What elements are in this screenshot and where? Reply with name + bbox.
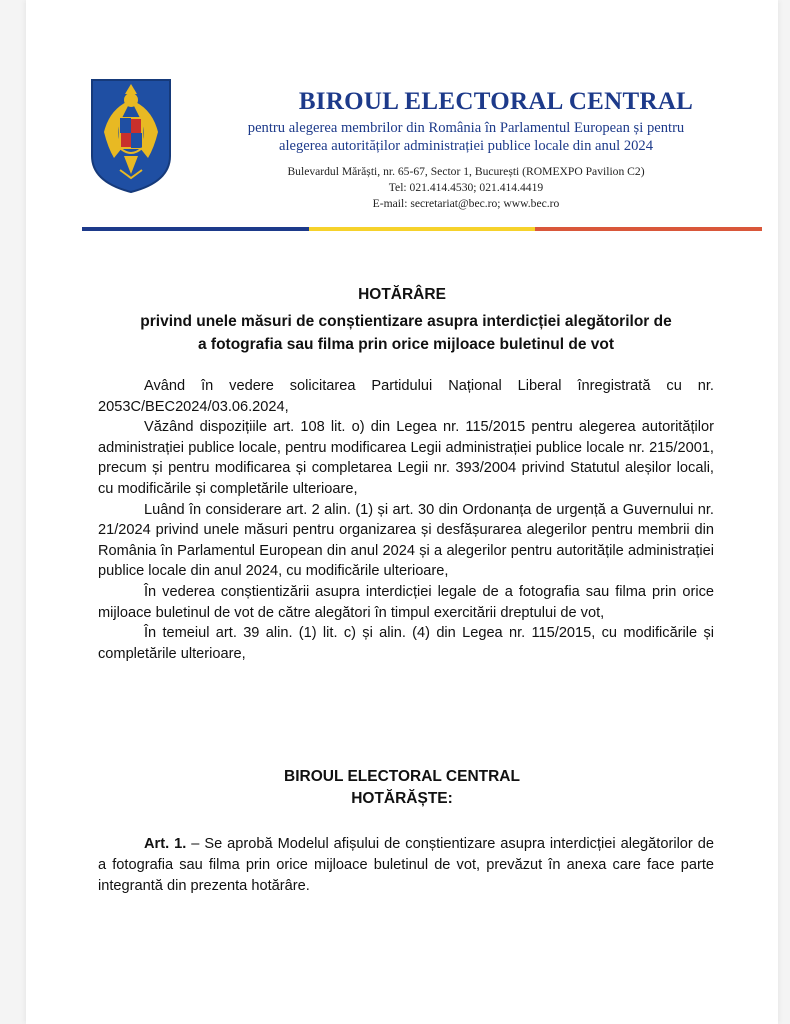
preamble-paragraph: Luând în considerare art. 2 alin. (1) și art. 30 din Ordonanța de urgență a Guvernului nr. 21/2024 privind unele măsuri pentru organizarea și desfășurarea alegerilor pentru membrii din România în Parlamentul European din anul 2024 și a alegerilor pentru autoritățile administrației publice locale din anul 2024, cu modificările ulterioare, (98, 501, 714, 580)
document-type: HOTĂRÂRE (358, 286, 446, 303)
subject-line-2: a fotografia sau filma prin orice mijloace buletinul de vot (198, 336, 614, 353)
contact-block (176, 164, 756, 212)
email-text: E-mail: secretariat@bec.ro; www.bec.ro (372, 197, 560, 210)
subtitle-line-2: alegerea autorităților administrației publice locale din anul 2024 (278, 138, 654, 154)
romania-coat-of-arms-icon (90, 78, 172, 194)
preamble (98, 376, 714, 664)
divider-yellow (309, 227, 536, 231)
subtitle-line-1: pentru alegerea membrilor din România în Parlamentul European și pentru (247, 120, 685, 136)
institution-header (176, 88, 756, 212)
article-text: – Se aprobă Modelul afișului de conștientizare asupra interdicției alegătorilor de a fotografia sau filma prin orice mijloace buletinul de vot, prevăzut în anexa care face parte integrantă din prezenta hotărâre. (98, 836, 714, 894)
preamble-paragraph: În temeiul art. 39 alin. (1) lit. c) și alin. (4) din Legea nr. 115/2015, cu modificările și completările ulterioare, (98, 625, 714, 662)
tricolor-divider (82, 227, 762, 231)
decider-name: BIROUL ELECTORAL CENTRAL (284, 768, 520, 785)
document-page (26, 0, 778, 1024)
decides-label: HOTĂRĂȘTE: (351, 790, 453, 807)
preamble-paragraph: Având în vedere solicitarea Partidului Național Liberal înregistrată cu nr. 2053C/BEC2024/03.06.2024, (98, 378, 714, 415)
preamble-paragraph: Văzând dispozițiile art. 108 lit. o) din Legea nr. 115/2015 pentru alegerea autorităților administrației publice locale, pentru modificarea Legii administrației publice locale nr. 215/2001, precum și pentru modificarea și completarea Legii nr. 393/2004 privind Statutul aleșilor locali, cu modificările și completările ulterioare, (98, 419, 714, 497)
subject-line-1: privind unele măsuri de conștientizare asupra interdicției alegătorilor de (140, 313, 672, 330)
document-subject (106, 310, 706, 356)
decision-heading (26, 766, 778, 810)
divider-blue (82, 227, 309, 231)
phone-text: Tel: 021.414.4530; 021.414.4419 (388, 181, 544, 194)
institution-title: BIROUL ELECTORAL CENTRAL (298, 88, 694, 115)
address-text: Bulevardul Mărăști, nr. 65-67, Sector 1, București (ROMEXPO Pavilion C2) (287, 165, 645, 178)
divider-red (535, 227, 762, 231)
article-label: Art. 1. (144, 836, 187, 852)
institution-subtitle (176, 119, 756, 155)
article-1 (98, 834, 714, 897)
preamble-paragraph: În vederea conștientizării asupra interdicției legale de a fotografia sau filma prin orice mijloace buletinul de vot de către alegători în timpul exercitării dreptului de vot, (98, 583, 714, 621)
